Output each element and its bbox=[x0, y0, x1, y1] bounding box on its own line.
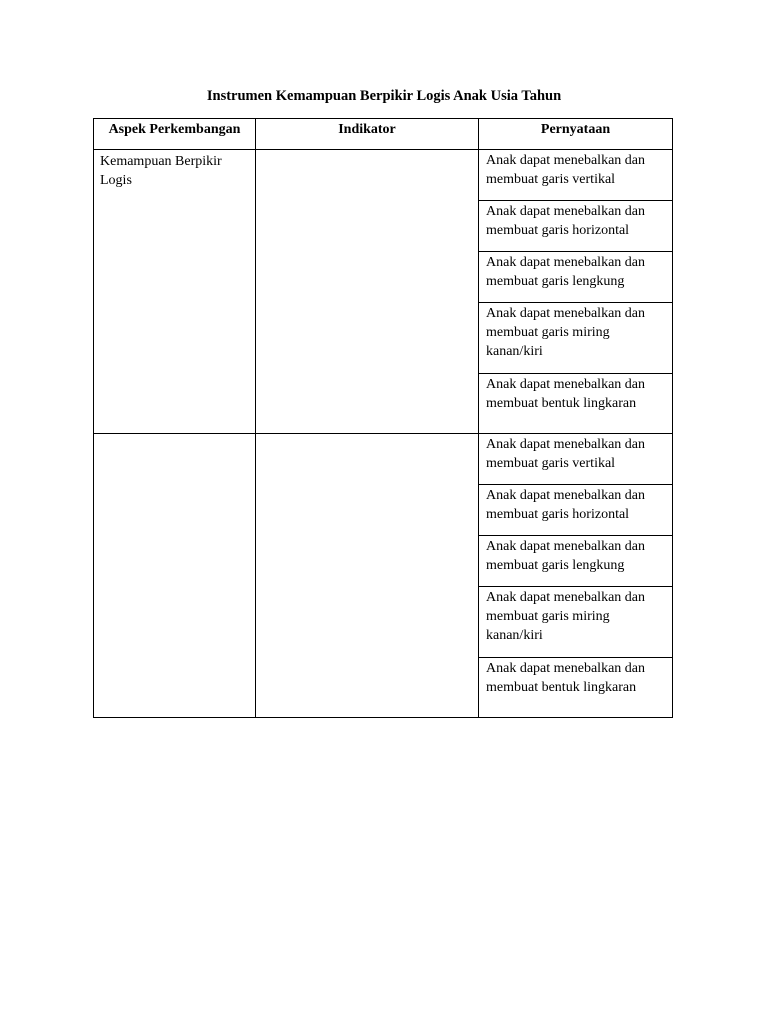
pernyataan-cell bbox=[479, 374, 673, 434]
aspek-cell bbox=[94, 434, 256, 718]
instrument-table bbox=[93, 118, 673, 718]
header-pernyataan: Pernyataan bbox=[479, 119, 673, 150]
aspek-text: Kemampuan Berpikir Logis bbox=[100, 154, 222, 188]
pernyataan-cell bbox=[479, 434, 673, 485]
pernyataan-cell bbox=[479, 658, 673, 718]
indikator-cell bbox=[256, 150, 479, 434]
pernyataan-text: Anak dapat menebalkan dan membuat garis horizontal bbox=[486, 204, 645, 238]
aspek-text bbox=[94, 434, 255, 436]
indikator-cell bbox=[256, 434, 479, 718]
header-indikator: Indikator bbox=[256, 119, 479, 150]
indikator-text bbox=[256, 150, 478, 152]
pernyataan-cell bbox=[479, 252, 673, 303]
pernyataan-text: Anak dapat menebalkan dan membuat garis miring kanan/kiri bbox=[486, 306, 645, 359]
pernyataan-cell bbox=[479, 201, 673, 252]
pernyataan-text: Anak dapat menebalkan dan membuat bentuk lingkaran bbox=[486, 377, 645, 411]
pernyataan-cell bbox=[479, 536, 673, 587]
table-header-row bbox=[94, 119, 673, 150]
aspek-cell bbox=[94, 150, 256, 434]
pernyataan-cell bbox=[479, 303, 673, 374]
pernyataan-cell bbox=[479, 485, 673, 536]
pernyataan-text: Anak dapat menebalkan dan membuat garis vertikal bbox=[486, 153, 645, 187]
pernyataan-text: Anak dapat menebalkan dan membuat garis vertikal bbox=[486, 437, 645, 471]
indikator-text bbox=[256, 434, 478, 436]
header-aspek: Aspek Perkembangan bbox=[94, 119, 256, 150]
pernyataan-text: Anak dapat menebalkan dan membuat garis horizontal bbox=[486, 488, 645, 522]
pernyataan-text: Anak dapat menebalkan dan membuat garis miring kanan/kiri bbox=[486, 590, 645, 643]
document-title: Instrumen Kemampuan Berpikir Logis Anak Usia Tahun bbox=[206, 88, 562, 104]
table-row bbox=[94, 150, 673, 201]
table-row bbox=[94, 434, 673, 485]
pernyataan-cell bbox=[479, 587, 673, 658]
pernyataan-text: Anak dapat menebalkan dan membuat bentuk lingkaran bbox=[486, 661, 645, 695]
pernyataan-cell bbox=[479, 150, 673, 201]
pernyataan-text: Anak dapat menebalkan dan membuat garis lengkung bbox=[486, 255, 645, 289]
pernyataan-text: Anak dapat menebalkan dan membuat garis lengkung bbox=[486, 539, 645, 573]
